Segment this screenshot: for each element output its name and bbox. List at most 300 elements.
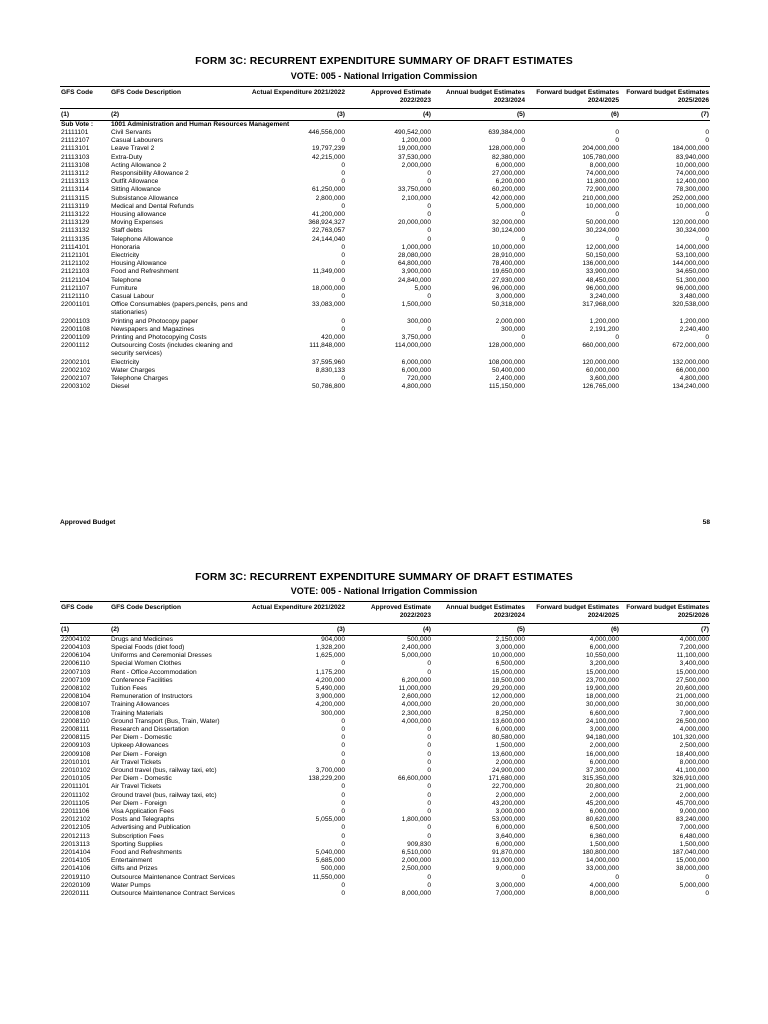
annual-budget-cell: 13,600,000 bbox=[491, 717, 525, 725]
annual-budget-cell: 28,910,000 bbox=[491, 252, 525, 260]
forward-budget-2024-cell: 72,900,000 bbox=[585, 186, 619, 194]
description-cell: Upkeep Allowances bbox=[111, 742, 169, 750]
forward-budget-2024-cell: 0 bbox=[615, 211, 619, 219]
forward-budget-2025-cell: 0 bbox=[705, 211, 709, 219]
header-forward-budget-2024: Forward budget Estimates 2024/2025 bbox=[526, 87, 620, 109]
forward-budget-2025-cell: 34,650,000 bbox=[675, 268, 709, 276]
table-row bbox=[60, 367, 710, 375]
description-cell: Air Travel Tickets bbox=[111, 783, 162, 791]
annual-budget-cell: 6,000,000 bbox=[495, 726, 525, 734]
forward-budget-2025-cell: 3,480,000 bbox=[679, 293, 709, 301]
forward-budget-2025-cell: 144,000,000 bbox=[672, 260, 709, 268]
gfs-code-cell: 21112107 bbox=[61, 137, 90, 145]
forward-budget-2024-cell: 204,000,000 bbox=[582, 145, 619, 153]
forward-budget-2025-cell: 74,000,000 bbox=[675, 170, 709, 177]
forward-budget-2025-cell: 12,400,000 bbox=[675, 178, 709, 186]
approved-estimate-cell: 28,080,000 bbox=[397, 252, 431, 260]
table-row bbox=[60, 301, 710, 317]
actual-expenditure-cell: 0 bbox=[341, 317, 345, 325]
actual-expenditure-cell: 5,040,000 bbox=[315, 849, 345, 857]
actual-expenditure-cell: 1,175,200 bbox=[315, 668, 345, 676]
approved-estimate-cell: 0 bbox=[427, 881, 431, 889]
forward-budget-2025-cell: 3,400,000 bbox=[679, 660, 709, 668]
gfs-code-cell: 22011105 bbox=[61, 799, 90, 807]
gfs-code-cell: 22008102 bbox=[61, 685, 91, 692]
annual-budget-cell: 0 bbox=[521, 137, 525, 145]
forward-budget-2024-cell: 2,191,200 bbox=[589, 325, 619, 333]
column-number: (2) bbox=[110, 109, 250, 121]
header-description: GFS Code Description bbox=[110, 602, 250, 624]
gfs-code-cell: 22002107 bbox=[61, 375, 91, 383]
forward-budget-2025-cell: 30,000,000 bbox=[675, 701, 709, 709]
gfs-code-cell: 21113135 bbox=[61, 235, 90, 243]
forward-budget-2025-cell: 0 bbox=[705, 235, 709, 243]
form-title: FORM 3C: RECURRENT EXPENDITURE SUMMARY OF DRAFT ESTIMATES bbox=[195, 55, 573, 67]
approved-estimate-cell: 0 bbox=[427, 824, 431, 832]
estimates-table bbox=[60, 86, 710, 391]
annual-budget-cell: 3,000,000 bbox=[495, 808, 525, 816]
gfs-code-cell: 21113101 bbox=[61, 145, 90, 153]
annual-budget-cell: 3,640,000 bbox=[495, 832, 525, 840]
column-number: (1) bbox=[60, 624, 110, 636]
gfs-code-cell: 22020109 bbox=[61, 881, 91, 889]
description-cell: Posts and Telegraphs bbox=[111, 816, 175, 824]
table-row bbox=[60, 792, 710, 800]
actual-expenditure-cell: 4,200,000 bbox=[315, 701, 345, 709]
annual-budget-cell: 2,000,000 bbox=[495, 317, 525, 325]
annual-budget-cell: 32,000,000 bbox=[491, 219, 525, 227]
header-approved-estimate: Approved Estimate 2022/2023 bbox=[346, 602, 432, 624]
gfs-code-cell: 22008110 bbox=[61, 717, 90, 725]
annual-budget-cell: 3,000,000 bbox=[495, 293, 525, 301]
annual-budget-cell: 13,600,000 bbox=[491, 750, 525, 758]
forward-budget-2024-cell: 105,780,000 bbox=[582, 153, 619, 161]
table-row bbox=[60, 375, 710, 383]
gfs-code-cell: 22011101 bbox=[61, 783, 90, 791]
page-number: 58 bbox=[702, 519, 710, 526]
forward-budget-2025-cell: 2,000,000 bbox=[679, 791, 709, 799]
approved-estimate-cell: 3,750,000 bbox=[401, 334, 431, 342]
forward-budget-2024-cell: 24,100,000 bbox=[585, 717, 619, 725]
gfs-code-cell: 22008107 bbox=[61, 701, 91, 709]
forward-budget-2025-cell: 101,320,000 bbox=[672, 734, 709, 742]
column-number: (5) bbox=[432, 624, 526, 636]
actual-expenditure-cell: 2,800,000 bbox=[315, 194, 345, 202]
approved-estimate-cell: 0 bbox=[427, 178, 431, 186]
forward-budget-2024-cell: 4,000,000 bbox=[589, 881, 619, 889]
description-cell: Office Consumables (papers,pencils, pens and stationaries) bbox=[111, 301, 248, 317]
description-cell: Food and Refreshments bbox=[111, 849, 182, 857]
forward-budget-2024-cell: 6,000,000 bbox=[589, 758, 619, 766]
table-row bbox=[60, 800, 710, 808]
annual-budget-cell: 6,500,000 bbox=[495, 660, 525, 668]
table-row bbox=[60, 652, 710, 660]
forward-budget-2025-cell: 7,900,000 bbox=[679, 709, 709, 717]
gfs-code-cell: 22020111 bbox=[61, 890, 90, 898]
forward-budget-2024-cell: 15,000,000 bbox=[585, 668, 619, 676]
actual-expenditure-cell: 3,900,000 bbox=[315, 693, 345, 701]
gfs-code-cell: 22004103 bbox=[61, 643, 91, 651]
table-row bbox=[60, 849, 710, 857]
actual-expenditure-cell: 33,083,000 bbox=[311, 301, 345, 309]
table-row bbox=[60, 326, 710, 334]
table-header-row bbox=[60, 602, 710, 624]
header-annual-budget: Annual budget Estimates 2023/2024 bbox=[432, 602, 526, 624]
annual-budget-cell: 128,000,000 bbox=[488, 145, 525, 153]
annual-budget-cell: 639,384,000 bbox=[488, 128, 525, 136]
annual-budget-cell: 10,000,000 bbox=[491, 652, 525, 660]
forward-budget-2024-cell: 6,000,000 bbox=[589, 808, 619, 816]
actual-expenditure-cell: 904,000 bbox=[321, 635, 345, 643]
column-number: (7) bbox=[620, 624, 710, 636]
actual-expenditure-cell: 0 bbox=[341, 824, 345, 832]
approved-estimate-cell: 66,600,000 bbox=[397, 775, 431, 783]
header-approved-estimate: Approved Estimate 2022/2023 bbox=[346, 87, 432, 109]
actual-expenditure-cell: 18,000,000 bbox=[311, 284, 345, 292]
actual-expenditure-cell: 0 bbox=[341, 202, 345, 210]
gfs-code-cell: 22012105 bbox=[61, 824, 91, 832]
forward-budget-2024-cell: 20,800,000 bbox=[585, 783, 619, 791]
actual-expenditure-cell: 50,786,800 bbox=[311, 383, 345, 391]
forward-budget-2025-cell: 11,100,000 bbox=[676, 652, 709, 660]
approved-estimate-cell: 2,500,000 bbox=[401, 865, 431, 873]
approved-estimate-cell: 33,750,000 bbox=[397, 186, 431, 194]
approved-estimate-cell: 2,300,000 bbox=[401, 709, 431, 717]
actual-expenditure-cell: 0 bbox=[341, 750, 345, 758]
forward-budget-2024-cell: 80,620,000 bbox=[585, 816, 619, 824]
annual-budget-cell: 7,000,000 bbox=[495, 890, 525, 898]
gfs-code-cell: 22004102 bbox=[61, 635, 91, 643]
forward-budget-2025-cell: 134,240,000 bbox=[672, 383, 709, 391]
description-cell: Telephone Allowance bbox=[111, 235, 173, 243]
description-cell: Medical and Dental Refunds bbox=[111, 202, 194, 210]
approved-estimate-cell: 490,542,000 bbox=[394, 128, 431, 136]
forward-budget-2024-cell: 37,300,000 bbox=[585, 767, 619, 775]
column-number: (3) bbox=[250, 109, 346, 121]
annual-budget-cell: 19,650,000 bbox=[491, 268, 525, 276]
forward-budget-2025-cell: 0 bbox=[705, 128, 709, 136]
actual-expenditure-cell: 300,000 bbox=[321, 709, 345, 717]
header-description: GFS Code Description bbox=[110, 87, 250, 109]
column-number: (5) bbox=[432, 109, 526, 121]
table-row bbox=[60, 701, 710, 709]
table-row bbox=[60, 195, 710, 203]
forward-budget-2025-cell: 252,000,000 bbox=[672, 194, 709, 202]
forward-budget-2025-cell: 83,940,000 bbox=[675, 153, 709, 161]
gfs-code-cell: 21121104 bbox=[61, 276, 90, 284]
sub-vote-row bbox=[60, 120, 710, 129]
approved-estimate-cell: 0 bbox=[427, 758, 431, 766]
gfs-code-cell: 22007109 bbox=[61, 676, 91, 684]
gfs-code-cell: 21113129 bbox=[61, 219, 90, 227]
description-cell: Furniture bbox=[111, 284, 138, 292]
approved-estimate-cell: 0 bbox=[427, 202, 431, 210]
forward-budget-2024-cell: 1,200,000 bbox=[589, 317, 619, 325]
gfs-code-cell: 22019110 bbox=[61, 873, 90, 881]
approved-estimate-cell: 300,000 bbox=[407, 317, 431, 325]
forward-budget-2025-cell: 10,000,000 bbox=[675, 161, 709, 169]
description-cell: Ground Transport (Bus, Train, Water) bbox=[111, 717, 220, 725]
table-row bbox=[60, 742, 710, 750]
approved-estimate-cell: 2,100,000 bbox=[401, 194, 431, 202]
table-row bbox=[60, 359, 710, 367]
document-page-59 bbox=[0, 538, 768, 1024]
gfs-code-cell: 21113103 bbox=[61, 153, 90, 161]
description-cell: Per Diem - Foreign bbox=[111, 799, 167, 807]
forward-budget-2024-cell: 315,350,000 bbox=[582, 775, 619, 783]
table-row bbox=[60, 334, 710, 342]
annual-budget-cell: 22,700,000 bbox=[491, 783, 525, 791]
actual-expenditure-cell: 0 bbox=[341, 783, 345, 791]
approved-estimate-cell: 6,510,000 bbox=[401, 849, 431, 857]
approved-estimate-cell: 114,000,000 bbox=[394, 342, 431, 350]
table-row bbox=[60, 857, 710, 865]
forward-budget-2024-cell: 33,900,000 bbox=[585, 268, 619, 276]
forward-budget-2024-cell: 660,000,000 bbox=[582, 342, 619, 350]
table-row bbox=[60, 644, 710, 652]
annual-budget-cell: 9,000,000 bbox=[495, 865, 525, 873]
actual-expenditure-cell: 0 bbox=[341, 293, 345, 301]
actual-expenditure-cell: 0 bbox=[341, 832, 345, 840]
table-row bbox=[60, 882, 710, 890]
gfs-code-cell: 21113108 bbox=[61, 161, 90, 169]
forward-budget-2025-cell: 9,000,000 bbox=[679, 808, 709, 816]
gfs-code-cell: 22010102 bbox=[61, 767, 91, 775]
description-cell: Responsibility Allowance 2 bbox=[111, 170, 189, 177]
actual-expenditure-cell: 0 bbox=[341, 276, 345, 284]
gfs-code-cell: 21113112 bbox=[61, 170, 89, 177]
forward-budget-2024-cell: 4,000,000 bbox=[589, 635, 619, 643]
annual-budget-cell: 50,318,000 bbox=[491, 301, 525, 309]
actual-expenditure-cell: 0 bbox=[341, 758, 345, 766]
gfs-code-cell: 22013113 bbox=[61, 840, 90, 848]
annual-budget-cell: 78,400,000 bbox=[491, 260, 525, 268]
annual-budget-cell: 2,400,000 bbox=[495, 375, 525, 383]
sub-vote-label: Sub Vote : bbox=[61, 120, 94, 128]
actual-expenditure-cell: 41,200,000 bbox=[311, 211, 345, 219]
forward-budget-2025-cell: 45,700,000 bbox=[675, 799, 709, 807]
page-footer bbox=[60, 519, 710, 526]
column-number: (6) bbox=[526, 109, 620, 121]
column-number: (3) bbox=[250, 624, 346, 636]
forward-budget-2025-cell: 2,240,400 bbox=[679, 325, 709, 333]
description-cell: Conference Facilities bbox=[111, 676, 173, 684]
forward-budget-2024-cell: 94,180,000 bbox=[585, 734, 619, 742]
header-forward-budget-2025: Forward budget Estimates 2025/2026 bbox=[620, 87, 710, 109]
actual-expenditure-cell: 0 bbox=[341, 717, 345, 725]
forward-budget-2024-cell: 8,000,000 bbox=[589, 890, 619, 898]
description-cell: Gifts and Prizes bbox=[111, 865, 158, 873]
annual-budget-cell: 8,250,000 bbox=[495, 709, 525, 717]
gfs-code-cell: 22011106 bbox=[61, 808, 90, 816]
actual-expenditure-cell: 8,830,133 bbox=[315, 366, 345, 374]
gfs-code-cell: 22002101 bbox=[61, 358, 91, 366]
forward-budget-2025-cell: 53,100,000 bbox=[675, 252, 709, 260]
approved-estimate-cell: 6,000,000 bbox=[401, 366, 431, 374]
actual-expenditure-cell: 24,144,040 bbox=[311, 235, 345, 243]
table-row bbox=[60, 865, 710, 873]
description-cell: Outsourcing Costs (includes cleaning and security services) bbox=[111, 342, 233, 358]
approved-estimate-cell: 19,000,000 bbox=[397, 145, 431, 153]
approved-estimate-cell: 37,530,000 bbox=[397, 153, 431, 161]
approved-estimate-cell: 4,000,000 bbox=[401, 717, 431, 725]
header-annual-budget: Annual budget Estimates 2023/2024 bbox=[432, 87, 526, 109]
table-row bbox=[60, 268, 710, 276]
forward-budget-2024-cell: 60,000,000 bbox=[585, 366, 619, 374]
gfs-code-cell: 22012102 bbox=[61, 816, 91, 824]
gfs-code-cell: 21113132 bbox=[61, 227, 90, 235]
description-cell: Subsistance Allowance bbox=[111, 194, 179, 202]
forward-budget-2024-cell: 50,150,000 bbox=[585, 252, 619, 260]
annual-budget-cell: 30,124,000 bbox=[491, 227, 525, 235]
gfs-code-cell: 22008111 bbox=[61, 726, 90, 734]
gfs-code-cell: 22001103 bbox=[61, 317, 90, 325]
table-row bbox=[60, 751, 710, 759]
forward-budget-2024-cell: 10,000,000 bbox=[585, 202, 619, 210]
table-row bbox=[60, 227, 710, 235]
table-row bbox=[60, 277, 710, 285]
approved-estimate-cell: 1,500,000 bbox=[401, 301, 431, 309]
approved-estimate-cell: 0 bbox=[427, 734, 431, 742]
table-row bbox=[60, 137, 710, 145]
table-row bbox=[60, 685, 710, 693]
table-row bbox=[60, 635, 710, 644]
approved-estimate-cell: 2,000,000 bbox=[401, 857, 431, 865]
forward-budget-2024-cell: 2,000,000 bbox=[589, 791, 619, 799]
forward-budget-2024-cell: 0 bbox=[615, 235, 619, 243]
description-cell: Remuneration of Instructors bbox=[111, 693, 193, 701]
description-cell: Sitting Allowance bbox=[111, 186, 161, 194]
description-cell: Ground travel (bus, railway taxi, etc) bbox=[111, 791, 217, 799]
description-cell: Air Travel Tickets bbox=[111, 758, 162, 766]
table-row bbox=[60, 252, 710, 260]
forward-budget-2024-cell: 6,000,000 bbox=[589, 643, 619, 651]
table-row bbox=[60, 236, 710, 244]
approved-estimate-cell: 4,000,000 bbox=[401, 701, 431, 709]
approved-estimate-cell: 11,000,000 bbox=[398, 685, 431, 692]
description-cell: Drugs and Medicines bbox=[111, 635, 173, 643]
table-row bbox=[60, 767, 710, 775]
actual-expenditure-cell: 61,250,000 bbox=[311, 186, 345, 194]
approved-estimate-cell: 0 bbox=[427, 873, 431, 881]
table-row bbox=[60, 383, 710, 391]
forward-budget-2024-cell: 30,224,000 bbox=[585, 227, 619, 235]
approved-estimate-cell: 2,400,000 bbox=[401, 643, 431, 651]
table-row bbox=[60, 154, 710, 162]
forward-budget-2024-cell: 33,000,000 bbox=[585, 865, 619, 873]
forward-budget-2025-cell: 2,500,000 bbox=[679, 742, 709, 750]
actual-expenditure-cell: 0 bbox=[341, 170, 345, 177]
approved-estimate-cell: 24,840,000 bbox=[397, 276, 431, 284]
forward-budget-2024-cell: 210,000,000 bbox=[582, 194, 619, 202]
approved-estimate-cell: 0 bbox=[427, 783, 431, 791]
table-row bbox=[60, 211, 710, 219]
annual-budget-cell: 60,200,000 bbox=[491, 186, 525, 194]
gfs-code-cell: 22006104 bbox=[61, 652, 91, 660]
actual-expenditure-cell: 0 bbox=[341, 260, 345, 268]
actual-expenditure-cell: 0 bbox=[341, 890, 345, 898]
gfs-code-cell: 22001109 bbox=[61, 334, 90, 342]
approved-estimate-cell: 0 bbox=[427, 293, 431, 301]
approved-estimate-cell: 0 bbox=[427, 808, 431, 816]
forward-budget-2025-cell: 4,800,000 bbox=[679, 375, 709, 383]
gfs-code-cell: 21113113 bbox=[61, 178, 89, 186]
actual-expenditure-cell: 111,848,000 bbox=[309, 342, 345, 350]
forward-budget-2025-cell: 21,900,000 bbox=[675, 783, 709, 791]
forward-budget-2024-cell: 74,000,000 bbox=[585, 170, 619, 177]
description-cell: Uniforms and Ceremonial Dresses bbox=[111, 652, 212, 660]
actual-expenditure-cell: 42,215,000 bbox=[311, 153, 345, 161]
actual-expenditure-cell: 0 bbox=[341, 137, 345, 145]
annual-budget-cell: 2,150,000 bbox=[495, 635, 525, 643]
description-cell: Advertising and Publication bbox=[111, 824, 191, 832]
actual-expenditure-cell: 0 bbox=[341, 808, 345, 816]
annual-budget-cell: 27,930,000 bbox=[491, 276, 525, 284]
table-row bbox=[60, 170, 710, 178]
forward-budget-2025-cell: 38,000,000 bbox=[675, 865, 709, 873]
gfs-code-cell: 22001108 bbox=[61, 325, 90, 333]
forward-budget-2024-cell: 50,000,000 bbox=[585, 219, 619, 227]
description-cell: Special Women Clothes bbox=[111, 660, 182, 668]
description-cell: Civil Servants bbox=[111, 128, 152, 136]
annual-budget-cell: 115,150,000 bbox=[488, 383, 525, 391]
gfs-code-cell: 21113122 bbox=[61, 211, 90, 219]
annual-budget-cell: 3,000,000 bbox=[495, 643, 525, 651]
annual-budget-cell: 27,000,000 bbox=[491, 170, 525, 177]
forward-budget-2025-cell: 41,100,000 bbox=[675, 767, 709, 775]
actual-expenditure-cell: 1,625,000 bbox=[315, 652, 345, 660]
table-row bbox=[60, 808, 710, 816]
forward-budget-2024-cell: 14,000,000 bbox=[585, 857, 619, 865]
actual-expenditure-cell: 138,229,200 bbox=[308, 775, 345, 783]
forward-budget-2025-cell: 0 bbox=[705, 137, 709, 145]
forward-budget-2025-cell: 83,240,000 bbox=[675, 816, 709, 824]
forward-budget-2025-cell: 27,500,000 bbox=[675, 676, 709, 684]
forward-budget-2024-cell: 3,200,000 bbox=[589, 660, 619, 668]
description-cell: Electricity bbox=[111, 252, 140, 260]
gfs-code-cell: 22003102 bbox=[61, 383, 91, 391]
column-number: (2) bbox=[110, 624, 250, 636]
table-row bbox=[60, 816, 710, 824]
approved-estimate-cell: 1,000,000 bbox=[401, 243, 431, 251]
forward-budget-2024-cell: 16,000,000 bbox=[585, 750, 619, 758]
forward-budget-2025-cell: 10,000,000 bbox=[675, 202, 709, 210]
table-row bbox=[60, 734, 710, 742]
description-cell: Sporting Supplies bbox=[111, 840, 163, 848]
annual-budget-cell: 300,000 bbox=[501, 325, 525, 333]
gfs-code-cell: 22012113 bbox=[61, 832, 90, 840]
annual-budget-cell: 42,000,000 bbox=[491, 194, 525, 202]
forward-budget-2024-cell: 48,450,000 bbox=[585, 276, 619, 284]
forward-budget-2025-cell: 66,000,000 bbox=[675, 366, 709, 374]
forward-budget-2025-cell: 326,910,000 bbox=[672, 775, 709, 783]
gfs-code-cell: 22006110 bbox=[61, 660, 90, 668]
table-row bbox=[60, 669, 710, 677]
approved-estimate-cell: 1,200,000 bbox=[401, 137, 431, 145]
forward-budget-2024-cell: 136,000,000 bbox=[582, 260, 619, 268]
forward-budget-2025-cell: 7,200,000 bbox=[679, 643, 709, 651]
header-forward-budget-2024: Forward budget Estimates 2024/2025 bbox=[526, 602, 620, 624]
forward-budget-2024-cell: 3,600,000 bbox=[589, 375, 619, 383]
actual-expenditure-cell: 5,490,000 bbox=[315, 685, 345, 692]
column-number: (1) bbox=[60, 109, 110, 121]
forward-budget-2025-cell: 1,200,000 bbox=[679, 317, 709, 325]
header-gfs-code: GFS Code bbox=[60, 87, 110, 109]
gfs-code-cell: 22001101 bbox=[61, 301, 90, 309]
description-cell: Subscription Fees bbox=[111, 832, 164, 840]
gfs-code-cell: 21113114 bbox=[61, 186, 89, 194]
annual-budget-cell: 0 bbox=[521, 873, 525, 881]
